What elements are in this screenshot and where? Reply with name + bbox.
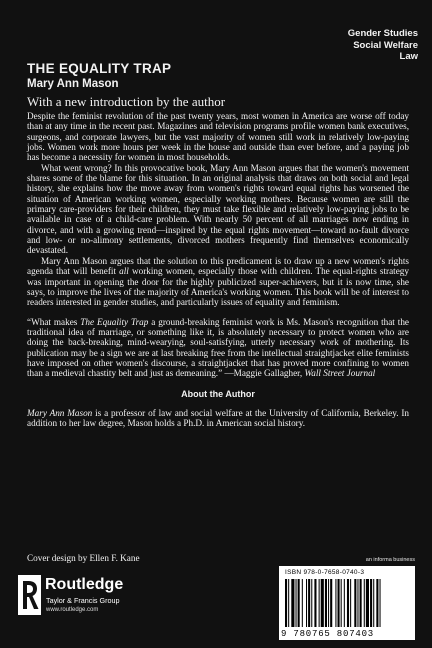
quote-text-a: “What makes	[27, 316, 81, 327]
publisher-name: Routledge	[45, 576, 124, 593]
barcode-bar	[373, 579, 374, 627]
barcode-bar	[335, 579, 336, 627]
barcode-bar	[330, 579, 332, 627]
isbn-label: ISBN 978-0-7658-0740-3	[285, 569, 365, 576]
review-quote	[27, 317, 409, 379]
about-author-rest: is a professor of law and social welfare at the University of California, Berkeley. In addition to her law degree, Mason holds a Ph.D. in American social history.	[27, 407, 410, 429]
barcode-bar	[308, 579, 310, 627]
blurb-paragraph-1: Despite the feminist revolution of the past twenty years, most women in America are worse off today than at any time in the recent past. Magazines and television programs profile women bank executives, surgeons, and corporate lawyers, but the vast majority of women still work in relatively low-paying jobs. Women work more hours per week in the house and outside than ever before, and a paying job has become a necessity for women in most households.	[27, 111, 409, 163]
quote-source: Wall Street Journal	[304, 368, 376, 379]
publisher-logo	[18, 575, 178, 627]
informa-tagline: an informa business	[365, 557, 415, 563]
barcode-digits: 9 780765 807403	[281, 629, 375, 639]
barcode-bar	[298, 579, 300, 627]
book-title: THE EQUALITY TRAP	[27, 61, 172, 76]
barcode-bar	[302, 579, 303, 627]
barcode-bar	[350, 579, 351, 627]
barcode-bar	[291, 579, 294, 627]
barcode-bar	[380, 579, 381, 627]
barcode-bar	[314, 579, 316, 627]
barcode-bar	[306, 579, 307, 627]
about-author-name: Mary Ann Mason	[27, 407, 93, 418]
about-author-heading: About the Author	[181, 388, 255, 399]
p3-text-a: Mary Ann Mason argues that the solution to this predicament is to draw up a new women's rights agenda that will benefit	[27, 255, 409, 277]
p3-emphasis: all	[119, 266, 129, 277]
blurb-paragraph-2: What went wrong? In this provocative book, Mary Ann Mason argues that the women's movement shares some of the blame for this situation. In an original analysis that draws on both social and legal history, she explains how the move away from women's rights toward equal rights has worsened the situation of American working women, especially working mothers. Because women are still the primary care-providers for their children, they must take flexible and relatively low-paying jobs to be available in case of a child-care problem. With nearly 50 percent of all marriages now ending in divorce, and with a growing trend—inspired by the equal rights movement—toward no-fault divorce and low- or no-alimony settlements, divorced mothers frequently find themselves economically devastated.	[27, 162, 409, 256]
subject-law: Law	[399, 51, 418, 62]
routledge-r-icon	[18, 575, 41, 615]
quote-text-c: a ground-breaking feminist work is Ms. Mason's recognition that the traditional idea of marriage, or something like it, is absolutely necessary to protect women who are doing the back-breaking, mind-wearying, soul-satisfying, utterly necessary work of mothering. Its publication may be a sign we are at last breaking free from the intellectual straightjacket elite feminists have imposed on other women's discourse, a straightjacket that has proved more confining to women than a medieval chastity belt and just as demeaning.” —Maggie Gallagher,	[27, 316, 409, 379]
barcode-bar	[357, 579, 358, 627]
subject-social-welfare: Social Welfare	[353, 39, 418, 51]
publisher-url: www.routledge.com	[46, 607, 99, 613]
barcode-bar	[325, 579, 327, 627]
barcode-bar	[311, 579, 312, 627]
cover-design-credit: Cover design by Ellen F. Kane	[27, 553, 140, 563]
barcode-icon	[285, 579, 409, 627]
barcode-bar	[341, 579, 342, 627]
barcode-bar	[296, 579, 297, 627]
about-author-text	[27, 408, 409, 429]
barcode-bar	[328, 579, 329, 627]
subject-gender-studies: Gender Studies	[347, 28, 418, 39]
barcode-bar	[366, 579, 369, 627]
barcode-bar	[288, 579, 289, 627]
subject-categories	[348, 28, 418, 63]
quote-book-title: The Equality Trap	[80, 316, 149, 327]
p3-text-c: working women, especially those with children. The equal-rights strategy was important in opening the door for the highly publicized super-achievers, but it is now time, she says, to improve the lives of the majority of America's working women. This book will be of interest to readers interested in gender studies, and particularly issues of equality and feminism.	[27, 266, 409, 308]
barcode-bar	[319, 579, 320, 627]
book-author: Mary Ann Mason	[27, 78, 119, 90]
barcode-bar	[360, 579, 362, 627]
barcode-area	[279, 557, 415, 640]
barcode-bar	[344, 579, 345, 627]
intro-line: With a new introduction by the author	[27, 94, 226, 109]
barcode-bar	[338, 579, 340, 627]
blurb-paragraph-3	[27, 256, 409, 308]
barcode-box	[279, 566, 415, 640]
publisher-group: Taylor & Francis Group	[46, 596, 120, 605]
barcode-bar	[376, 579, 378, 627]
barcode-bar	[347, 579, 349, 627]
barcode-bar	[370, 579, 372, 627]
barcode-bar	[285, 579, 287, 627]
barcode-bar	[354, 579, 356, 627]
blurb	[27, 111, 409, 429]
barcode-bar	[364, 579, 365, 627]
barcode-bar	[321, 579, 324, 627]
